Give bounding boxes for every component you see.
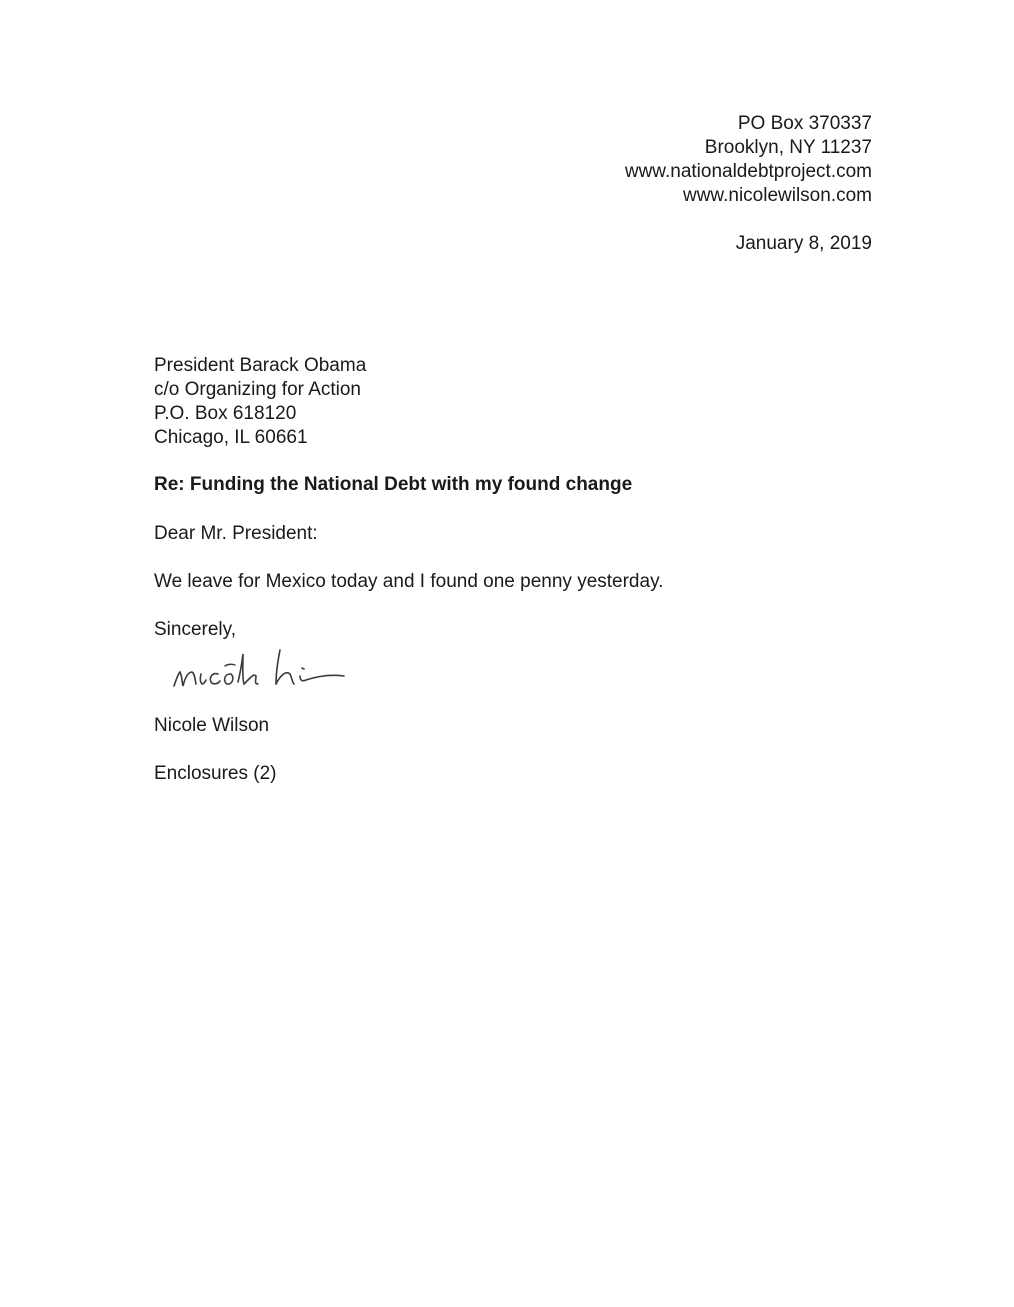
recipient-name: President Barack Obama [154,355,367,376]
subject-line: Re: Funding the National Debt with my found change [154,474,633,495]
salutation: Dear Mr. President: [154,523,318,544]
signer-name: Nicole Wilson [154,715,270,736]
enclosures-note: Enclosures (2) [154,763,277,784]
sender-address-block [512,112,872,208]
recipient-city-state-zip: Chicago, IL 60661 [154,427,308,448]
sender-website-nicole-wilson: www.nicolewilson.com [682,185,872,206]
sender-website-national-debt-project: www.nationaldebtproject.com [624,161,872,182]
handwritten-signature [168,636,368,696]
letter-body: We leave for Mexico today and I found one penny yesterday. [154,571,664,592]
closing: Sincerely, [154,619,237,640]
letter-date: January 8, 2019 [735,233,872,254]
sender-city-state-zip: Brooklyn, NY 11237 [704,137,872,158]
recipient-care-of: c/o Organizing for Action [154,379,361,400]
sender-po-box: PO Box 370337 [737,113,872,134]
recipient-address-block [154,354,366,450]
recipient-po-box: P.O. Box 618120 [154,403,297,424]
